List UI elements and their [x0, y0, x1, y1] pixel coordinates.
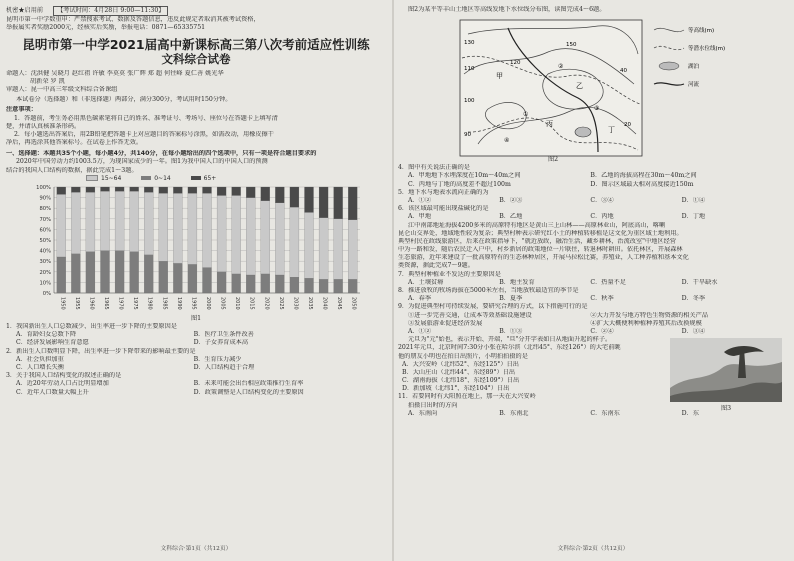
bar-15-64-1950: [57, 194, 66, 257]
bar-15-64-1985: [159, 193, 168, 261]
intro-line-1: 2020年中国劳动力约1003.5万，为现国家成少的一年。图1为我中国人口的中国人口的预测: [16, 158, 268, 166]
legend-item-15-64: 15~64: [86, 175, 121, 183]
q7-option-c[interactable]: C．热量不足: [590, 278, 627, 286]
q9-stem: 9．为促进典型村可持续发展，要研究合理的方式，以下措施可行的是: [398, 303, 588, 311]
q11-sub: 拍摄日出时的方向: [408, 401, 458, 409]
q4-option-b[interactable]: B．乙地的海拔高程在30m～40m之间: [590, 172, 697, 180]
q4-options-row1: [398, 172, 788, 180]
y-tick-label: 90%: [39, 195, 51, 202]
q2-options-row2: [6, 364, 386, 372]
x-tick-label: 2010: [234, 296, 241, 310]
y-tick-label: 60%: [39, 227, 51, 234]
x-tick-label: 2015: [248, 296, 255, 310]
x-tick-label: 2005: [219, 296, 226, 310]
y-tick-label: 70%: [39, 216, 51, 223]
x-tick-label: 2030: [292, 296, 299, 310]
page-1-footer: 文科综合·第1页（共12页）: [160, 546, 232, 553]
x-tick-label: 1965: [103, 296, 109, 310]
q6-option-b[interactable]: B．乙地: [499, 213, 523, 221]
bar-0-14-1950: [57, 257, 66, 293]
bar-65--1975: [130, 187, 139, 191]
label-bing: 丙: [546, 120, 553, 129]
q1-option-d[interactable]: D．子女养育成本高: [193, 339, 249, 347]
bar-65--2020: [261, 187, 270, 201]
q5-option-a[interactable]: A．①②: [408, 196, 432, 204]
q9-option-a[interactable]: A．①②: [408, 327, 432, 335]
contour-value-130: 130: [464, 40, 475, 47]
bar-0-14-2035: [304, 278, 313, 293]
q3-option-c[interactable]: C．近年人口数量大幅上升: [16, 388, 89, 396]
label-circle-4: ④: [504, 137, 510, 145]
bar-0-14-1975: [130, 251, 139, 292]
bar-15-64-1960: [86, 192, 95, 251]
q2-option-a[interactable]: A．社会负担加重: [16, 355, 64, 363]
q3-stem: 3．关于我国人口结构变化的叙述正确的是: [6, 372, 122, 380]
x-tick-label: 1975: [132, 296, 139, 310]
legend-contour: 等高线(m): [688, 28, 715, 35]
bar-0-14-1990: [173, 263, 182, 293]
q2-options-row1: [6, 356, 386, 364]
bar-65--1985: [159, 187, 168, 193]
passage-b-line-3: 他的朋友小明也在拍日出照片，小明拍拍摄的是: [398, 352, 528, 360]
reviewer-line: 审题人：昆一中高三年级文科综合备课组: [6, 85, 118, 93]
bar-15-64-1995: [188, 193, 197, 264]
notice-title: 注意事项：: [6, 106, 37, 114]
bar-0-14-2005: [217, 272, 226, 293]
page-1: [6, 6, 386, 556]
q9-item-2: ②大力开发与地方特色生物资源的相关产品: [590, 311, 708, 319]
bar-15-64-2050: [348, 220, 357, 279]
bar-0-14-1985: [159, 261, 168, 293]
bar-15-64-2000: [202, 193, 211, 267]
legend-river: 河流: [688, 82, 700, 89]
legend-item-65: 65+: [191, 175, 217, 183]
x-tick-label: 1985: [161, 296, 168, 310]
page-2-footer: 文科综合·第2页（共12页）: [557, 546, 629, 553]
exam-time: 【考试时间：4月28日 9:00—11:30】: [53, 6, 168, 16]
q6-option-d[interactable]: D．丁地: [681, 213, 706, 221]
q5-options: [398, 197, 788, 205]
x-tick-label: 2020: [263, 296, 270, 310]
bar-15-64-2005: [217, 195, 226, 271]
header-row: [6, 6, 386, 16]
q2-stem: 2．新出生人口数明显下降，出生率进一步下降带来的影响最主要的是: [6, 347, 196, 355]
q5-option-d[interactable]: D．①④: [681, 196, 706, 204]
label-circle-2: ②: [558, 63, 564, 71]
x-tick-label: 1995: [190, 296, 197, 310]
q4-options-row2: [398, 181, 788, 189]
bar-15-64-2020: [261, 201, 270, 274]
passage-line-6: 类资源，据此完成7～9题。: [398, 262, 474, 270]
intro-line-2: 结合的我国人口结构的数据，据此完成1～3题。: [6, 166, 138, 174]
passage-line-2: 昆仑山交界处，地域地性较为复杂；典型村种表示研究红小土的种植转移植是这文化为重区域土地利用。: [398, 229, 683, 237]
q1-options-row2: [6, 339, 386, 347]
authors-line-2: 胡新荣 罗 凯: [30, 77, 65, 85]
q2-option-d[interactable]: D．人口结构趋于合理: [193, 363, 255, 371]
y-tick-label: 100%: [36, 184, 51, 191]
bar-0-14-2000: [202, 267, 211, 292]
q8-option-b[interactable]: B．夏季: [499, 295, 523, 303]
q4-option-d[interactable]: D．图示区域最大相对高度接近150m: [590, 180, 694, 188]
y-tick-label: 0%: [42, 290, 51, 297]
bar-65--2015: [246, 187, 255, 198]
contour-value-90: 90: [464, 132, 471, 139]
q4-option-c[interactable]: C．丙地与丁地的高度差不超过100m: [408, 180, 511, 188]
mountain-photo: [670, 338, 782, 402]
label-circle-1: ①: [523, 111, 529, 119]
bar-65--1955: [71, 187, 80, 192]
authors-line-1: 命题人：沈洪健 吴晓月 赵红祖 许敏 李莫莫 张广辉 郑 超 何往峰 夏仁善 姚光华: [6, 69, 224, 77]
section-1-heading: 一、选择题：本题共35个小题，每小题4分，共140分，在每小题给出的四个选项中，只有一项是符合题目要求的: [6, 150, 317, 158]
bar-15-64-1955: [71, 192, 80, 253]
contour-value-100: 100: [464, 98, 475, 105]
contour-value-120: 120: [510, 60, 521, 67]
q7-options: [398, 279, 788, 287]
q10-q11-block: [398, 336, 788, 418]
header-line-3: 举报属实者奖励2000元，经核实后奖励，举报电话：0871—65335751: [6, 24, 206, 32]
right-intro: 图2为某平等丰山土地区等高线发地下水位线分布图，读图完成4～6题。: [408, 6, 606, 13]
q8-options: [398, 295, 788, 303]
x-tick-label: 1980: [146, 296, 153, 310]
passage-line-4: 中为一路和发，随后农民迁入户中，村乡新居的政策地位一片联住，转退林时耕田。依托林区，开展森林: [398, 246, 683, 254]
q2-option-c[interactable]: C．人口增长失衡: [16, 363, 65, 371]
q8-option-a[interactable]: A．春季: [408, 295, 432, 303]
bar-0-14-1965: [100, 250, 109, 292]
bar-65--2000: [202, 187, 211, 193]
bar-15-64-1965: [100, 191, 109, 250]
exam-subtitle: 文科综合试卷: [161, 52, 231, 67]
contour-value-150: 150: [566, 42, 577, 49]
bar-15-64-2025: [275, 203, 284, 275]
q9-option-b[interactable]: B．①③: [499, 327, 523, 335]
q6-stem: 6．该区域最可能出现盐碱化的是: [398, 205, 489, 213]
x-tick-label: 1955: [73, 296, 80, 310]
bar-0-14-2045: [334, 279, 343, 293]
q9-options: [398, 328, 788, 336]
legend-item-0-14: 0~14: [141, 175, 170, 183]
q7-option-a[interactable]: A．土壤贫瘠: [408, 278, 444, 286]
q11-option-c[interactable]: C．东南东: [590, 409, 620, 417]
label-ding: 丁: [608, 126, 615, 135]
x-tick-label: 2050: [350, 296, 357, 310]
bar-0-14-1960: [86, 251, 95, 292]
x-tick-label: 1960: [88, 296, 95, 310]
q9-items-row2: [398, 320, 788, 328]
contour-value-110: 110: [464, 66, 475, 73]
notice-1: 1．答题前，考生务必用黑色碳素笔将自己的姓名、准考证号、考场号、座位号在答题卡上填写清: [14, 114, 278, 122]
label-jia: 甲: [496, 72, 503, 81]
bar-65--2040: [319, 187, 328, 218]
figure-3-label: 图3: [720, 405, 732, 413]
bar-15-64-2045: [334, 219, 343, 279]
x-tick-label: 2035: [307, 296, 313, 310]
figure-3: [670, 338, 782, 413]
label-circle-3: ③: [594, 105, 600, 113]
x-tick-label: 1990: [175, 296, 182, 310]
x-tick-label: 2040: [321, 296, 328, 310]
bar-65--2010: [232, 187, 241, 195]
contour-value-20: 20: [624, 122, 631, 129]
bar-0-14-1995: [188, 264, 197, 293]
q9-option-c[interactable]: C．②④: [590, 327, 614, 335]
bar-0-14-1980: [144, 255, 153, 293]
q4-option-a[interactable]: A．甲地地下水埋深度在10m～40m之间: [408, 172, 521, 180]
bar-65--2025: [275, 187, 284, 203]
exam-title: 昆明市第一中学2021届高中新课标高三第八次考前适应性训练: [22, 36, 370, 52]
q9-item-3: ③发展旅游业促进经济发展: [408, 319, 483, 327]
bar-15-64-2040: [319, 218, 328, 279]
q9-item-4: ④扩大大概便利种植种养殖其后改换规模: [590, 319, 702, 327]
q11-stem: 11．若要同时有大阳照在地上，那一天在大兴安岭: [398, 393, 536, 401]
bar-15-64-1970: [115, 191, 124, 250]
q7-stem: 7．典型村种植业不发达的主要原因是: [398, 270, 501, 278]
q1-options-row1: [6, 331, 386, 339]
q5-stem: 5．地下水与地表水流向正确的为: [398, 188, 489, 196]
y-tick-label: 30%: [39, 259, 51, 266]
passage-line-3: 典型村民在政线旅游区，后来在政策指导下，"就近放政，融冶生活，藏乡耕林，治流改室"中地区经营: [398, 237, 676, 245]
q1-option-a[interactable]: A．育龄妇女总数下降: [16, 331, 77, 339]
bar-65--2050: [348, 187, 357, 220]
q9-option-d[interactable]: D．③④: [681, 327, 706, 335]
chart-legend: [86, 175, 234, 183]
q1-option-b[interactable]: B．医疗卫生条件改善: [193, 331, 254, 339]
q1-option-c[interactable]: C．经济发展影响生育意愿: [16, 339, 89, 347]
q9-item-1: ①进一步完善交通，让成本等效基础设施建设: [408, 311, 532, 319]
passage-line-5: 生态旅游，近年来建设了一批高原特有的生态林种居区，开展马拉松比赛，养殖业，人工种养植和基本文化: [398, 254, 689, 262]
bar-15-64-1990: [173, 193, 182, 263]
legend-lake: 湖泊: [688, 64, 700, 71]
bar-0-14-2025: [275, 275, 284, 293]
bar-0-14-1955: [71, 254, 80, 293]
q3-options-row2: [6, 389, 386, 397]
q8-stem: 8．推进放牧的牧场海拔在5000米左右，当地放牧最适宜的季节是: [398, 287, 579, 294]
bar-15-64-1980: [144, 192, 153, 255]
bar-0-14-2040: [319, 279, 328, 293]
passage-b-line-2: 2021年元旦，北京时间7:30分小张在哈尔滨（北纬45°、东经126°）的大宅前眺: [398, 344, 621, 352]
q11-option-d[interactable]: D．东: [681, 409, 699, 417]
contour-value-40: 40: [620, 68, 627, 75]
q3-options-row1: [6, 380, 386, 388]
y-tick-label: 50%: [39, 237, 51, 244]
legend-water-table: 等潜水位线(m): [688, 46, 726, 53]
bar-0-14-2050: [348, 279, 357, 293]
bar-65--2005: [217, 187, 226, 195]
q10-option-d[interactable]: D．新加坡（北纬1°、东经104°）日出: [402, 385, 510, 393]
contour-map: [398, 14, 788, 164]
header-line-2: 昆明市第一中学数重申：严禁搜索考试、数据及答题信息，违反此规定者取消其被考试资格，: [6, 16, 260, 24]
q11-option-b[interactable]: B．东南北: [499, 409, 529, 417]
passage-b-line-1: 元旦为"元"始也，表示开始、开端，"旦"分开字表如日从地面升起的样子。: [408, 336, 612, 344]
q1-stem: 1．我国新出生人口总数减少、出生率进一步下降的主要原因是: [6, 323, 177, 330]
secret-label: 机密★启用前: [6, 7, 44, 14]
bar-15-64-2030: [290, 207, 299, 277]
q5-option-c[interactable]: C．③④: [590, 196, 614, 204]
q3-option-b[interactable]: B．未来可能会出台相应政策推行生育率: [193, 380, 304, 388]
bar-65--1995: [188, 187, 197, 193]
passage-line-1: 江中南部地址海拔4200多米的高原特有地区是黄山三上山林——高原林业山，阿底高山，喀喇: [408, 221, 666, 229]
q11-option-a[interactable]: A．东南向: [408, 409, 438, 417]
bar-65--2045: [334, 187, 343, 219]
bar-65--1980: [144, 187, 153, 192]
page-2: [398, 6, 788, 556]
bar-65--2030: [290, 187, 299, 207]
q10-option-a[interactable]: A．大兴安岭（北纬52°、东经125°）日出: [402, 360, 519, 368]
figure-1-label: 图1: [190, 314, 202, 322]
figure-2: [398, 14, 788, 164]
x-tick-label: 1950: [59, 296, 66, 310]
population-chart: [26, 183, 366, 315]
bar-15-64-2035: [304, 212, 313, 278]
q9-items-row1: [398, 312, 788, 320]
bar-0-14-1970: [115, 250, 124, 292]
figure-2-label: 图2: [547, 156, 559, 163]
label-yi: 乙: [576, 82, 583, 91]
y-tick-label: 40%: [39, 248, 51, 255]
q6-option-a[interactable]: A．甲地: [408, 213, 432, 221]
bar-65--1960: [86, 187, 95, 192]
q7-option-d[interactable]: D．干旱缺水: [681, 278, 718, 286]
notice-2: 2．每小题选出答案后，用2B铅笔把答题卡上对应题目的答案标号涂黑，如需改动，用橡皮擦干: [14, 130, 274, 138]
q7-option-b[interactable]: B．地主发育: [499, 278, 535, 286]
x-tick-label: 2000: [205, 296, 211, 310]
bar-65--1990: [173, 187, 182, 193]
q6-option-c[interactable]: C．丙地: [590, 213, 614, 221]
page-fold: [392, 0, 394, 561]
q3-option-a[interactable]: A．近20年劳动人口占比明显增加: [16, 380, 109, 388]
q10-option-b[interactable]: B．大山庄山（北纬44°、东经89°）日出: [402, 368, 516, 376]
q3-option-d[interactable]: D．政策调整是人口结构变化的主要原因: [193, 388, 304, 396]
q5-option-b[interactable]: B．②③: [499, 196, 523, 204]
bar-65--1950: [57, 187, 66, 194]
bar-65--2035: [304, 187, 313, 212]
bar-65--1965: [100, 187, 109, 191]
q8-option-d[interactable]: D．冬季: [681, 295, 706, 303]
y-tick-label: 20%: [39, 269, 51, 276]
x-tick-label: 2045: [336, 296, 343, 310]
bar-15-64-2015: [246, 197, 255, 274]
q2-option-b[interactable]: B．生育压力减少: [193, 355, 242, 363]
q4-stem: 4．图中有关说法正确的是: [398, 164, 470, 172]
bar-0-14-2015: [246, 275, 255, 293]
y-tick-label: 80%: [39, 206, 51, 213]
q10-option-c[interactable]: C．湖南海拔（北纬18°、东经109°）日出: [402, 377, 520, 385]
notice-2b: 净后，再选涂其他答案标号。在试卷上作答无效。: [6, 139, 143, 147]
bar-0-14-2020: [261, 274, 270, 293]
notice-1b: 楚，并请认真核准条形码。: [6, 122, 81, 130]
exam-note: 本试卷分（选择题）和（非选择题）两部分，满分300分，考试用时150分钟。: [16, 96, 232, 104]
y-tick-label: 10%: [39, 280, 51, 287]
q6-options: [398, 213, 788, 221]
figure-1: [26, 175, 366, 315]
q8-option-c[interactable]: C．秋季: [590, 295, 614, 303]
x-tick-label: 1970: [117, 296, 124, 310]
x-tick-label: 2025: [277, 296, 284, 310]
bar-0-14-2010: [232, 274, 241, 293]
bar-15-64-1975: [130, 191, 139, 251]
bar-65--1970: [115, 187, 124, 191]
bar-0-14-2030: [290, 277, 299, 293]
bar-15-64-2010: [232, 195, 241, 273]
